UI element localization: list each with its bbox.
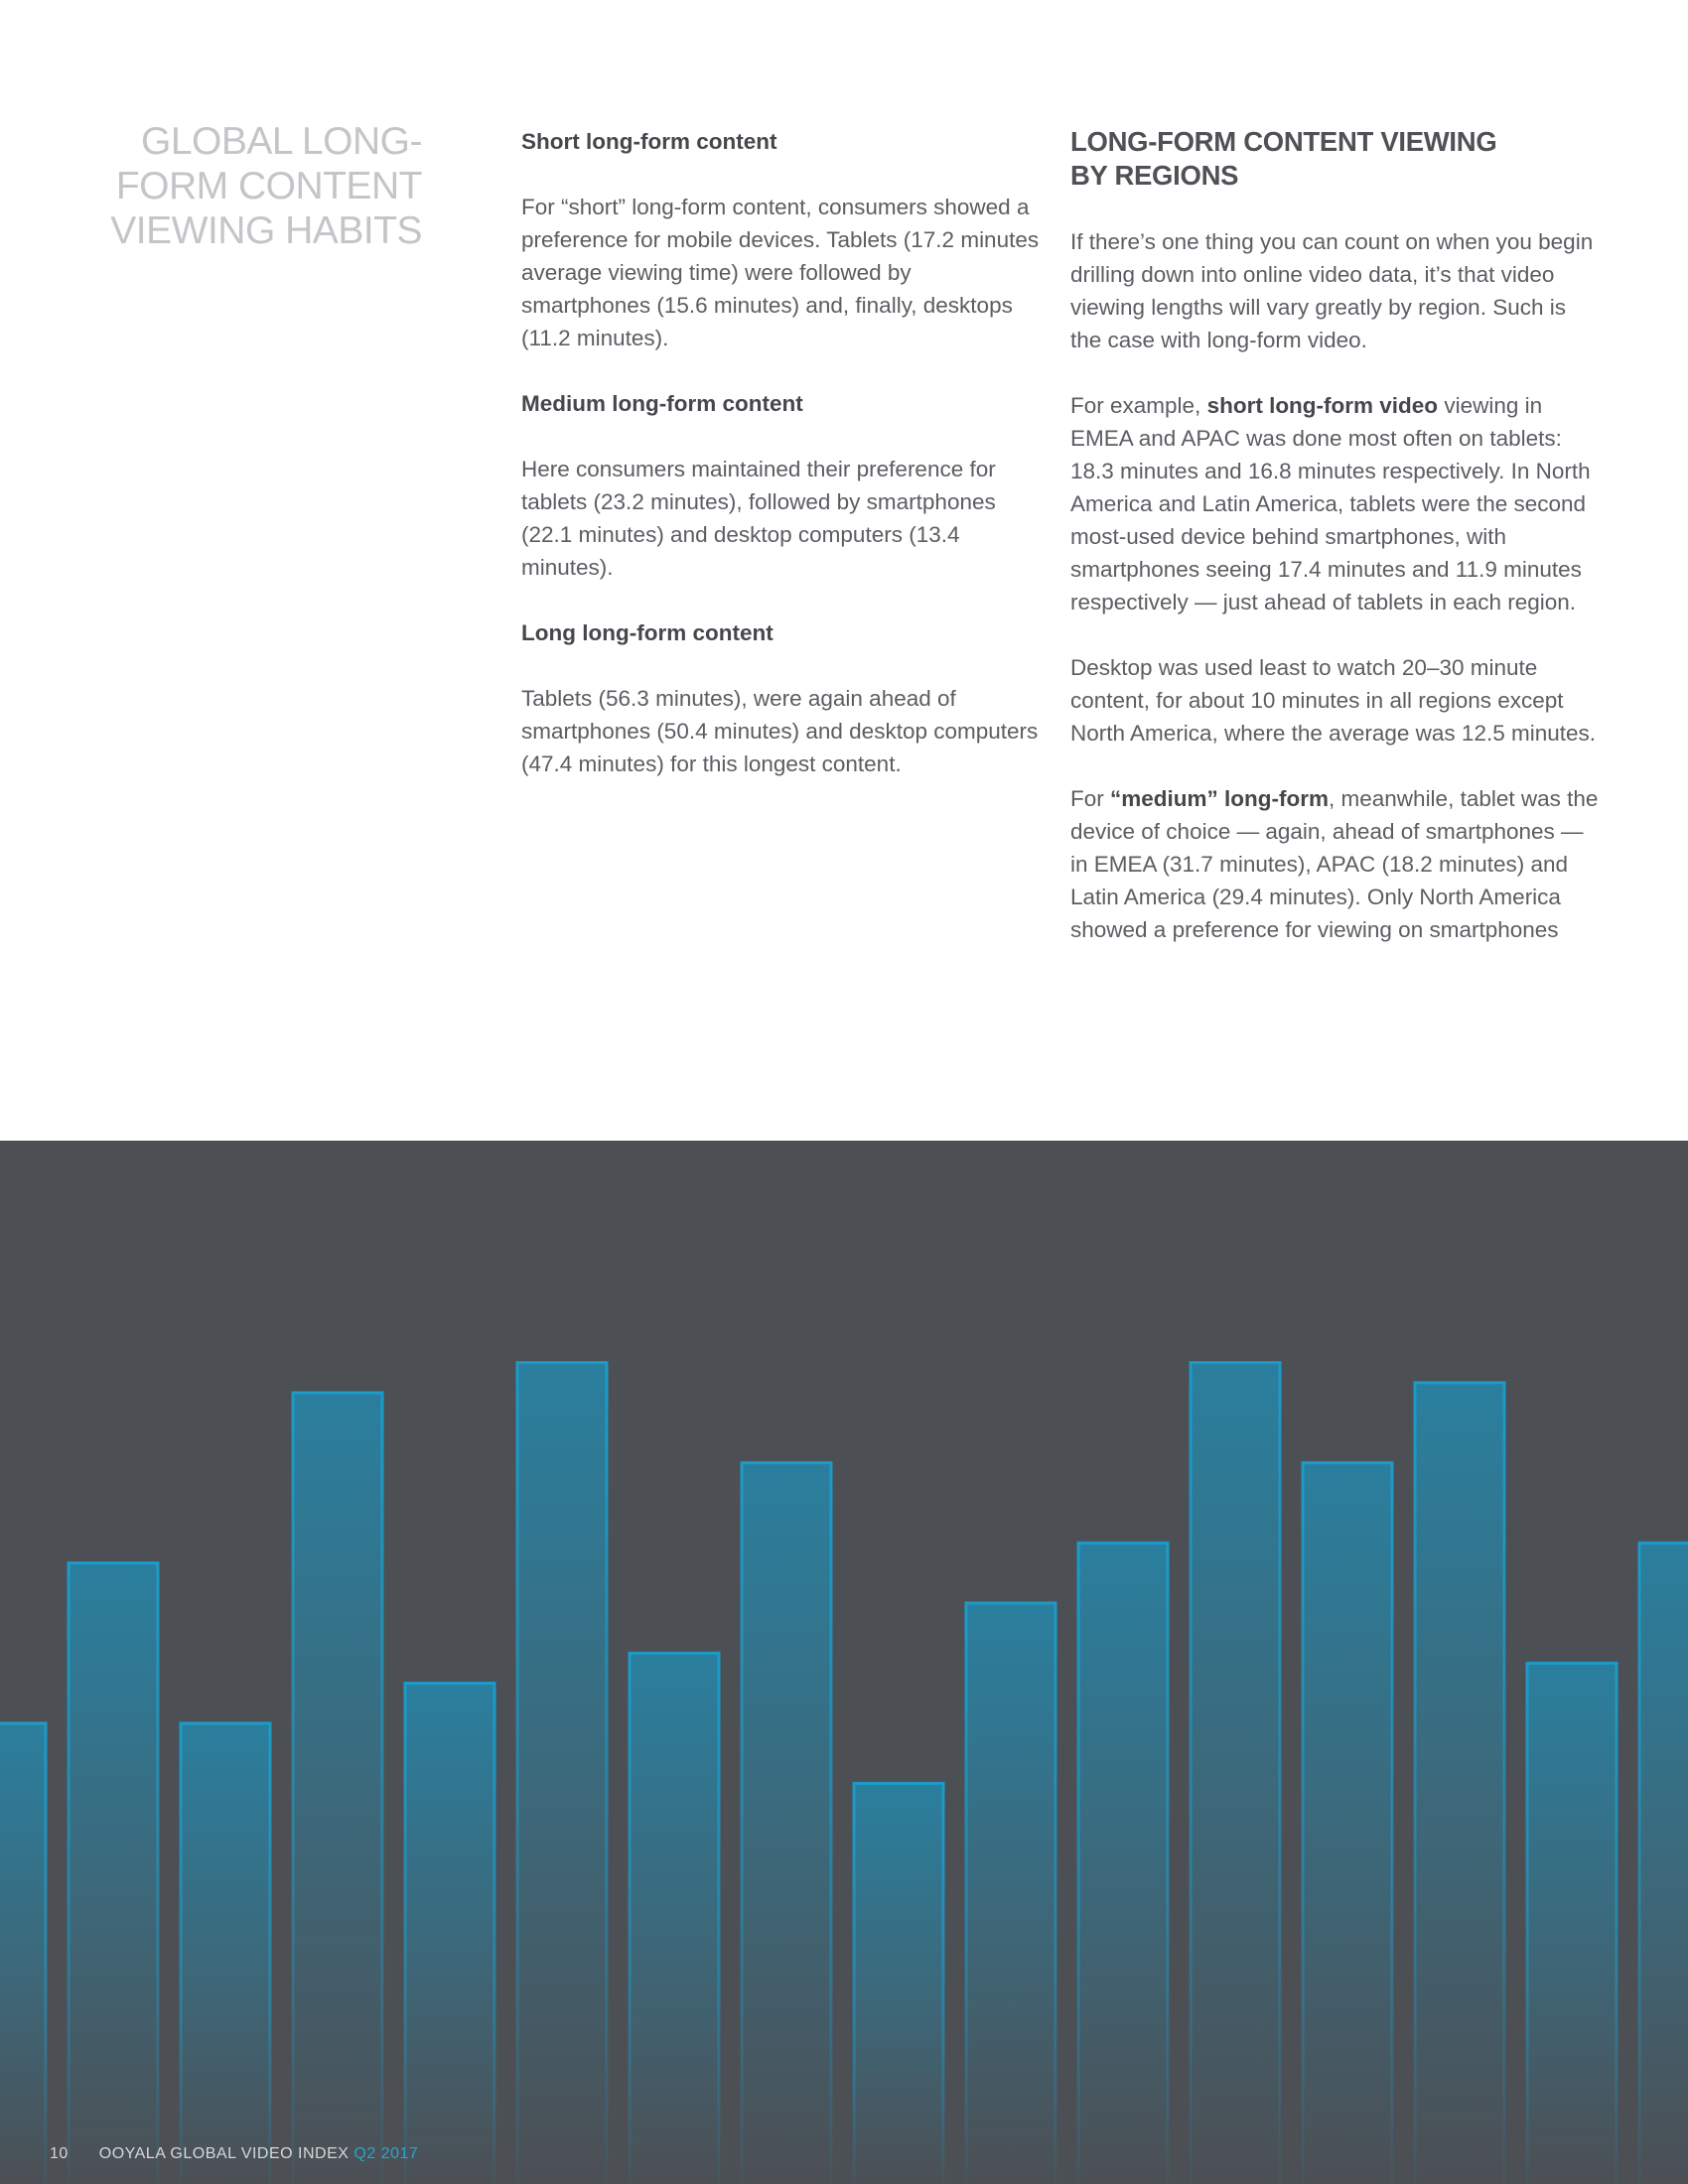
long-content-paragraph: Tablets (56.3 minutes), were again ahead of smartphones (50.4 minutes) and desktop computers (47.4 minutes) for this longest content. bbox=[521, 686, 1039, 776]
decorative-bar bbox=[854, 1783, 943, 2184]
page-number: 10 bbox=[50, 2145, 69, 2162]
decorative-bar bbox=[293, 1393, 382, 2184]
regions-intro-paragraph: If there’s one thing you can count on when you begin drilling down into online video data, it’s that video viewing lengths will vary greatly by region. Such is the case with long-form video. bbox=[1070, 229, 1594, 352]
decorative-bar bbox=[69, 1563, 158, 2184]
paragraph-rest: , meanwhile, tablet was the device of choice — again, ahead of smartphones — in EMEA (31.7 minutes), APAC (18.2 minutes) and Latin America (29.4 minutes). Only North America showed a preference for viewing on smartphones bbox=[1070, 786, 1599, 942]
medium-content-heading: Medium long-form content bbox=[521, 391, 803, 416]
decorative-bar bbox=[1639, 1543, 1688, 2184]
decorative-bar bbox=[181, 1723, 270, 2184]
emphasis-medium-long-form: “medium” long-form bbox=[1110, 786, 1330, 811]
decorative-bar bbox=[1078, 1543, 1168, 2184]
regions-heading bbox=[1070, 125, 1602, 193]
regions-short-paragraph bbox=[1070, 389, 1602, 618]
paragraph-lead: For bbox=[1070, 786, 1111, 811]
decorative-bar bbox=[405, 1684, 494, 2184]
decorative-bar bbox=[966, 1603, 1055, 2184]
short-content-heading: Short long-form content bbox=[521, 129, 777, 154]
emphasis-short-long-form: short long-form video bbox=[1206, 393, 1439, 418]
regions-heading-line: LONG-FORM CONTENT VIEWING bbox=[1070, 126, 1497, 157]
decorative-bar bbox=[1191, 1363, 1280, 2184]
section-title-line: GLOBAL LONG- bbox=[141, 120, 422, 163]
decorative-bar bbox=[0, 1723, 46, 2184]
decorative-bar bbox=[517, 1363, 607, 2184]
regions-desktop-paragraph: Desktop was used least to watch 20–30 minute content, for about 10 minutes in all regions except North America, where the average was 12.5 minutes. bbox=[1070, 655, 1597, 746]
decorative-bar bbox=[742, 1463, 831, 2184]
left-text-column bbox=[521, 125, 1043, 813]
short-content-paragraph: For “short” long-form content, consumers showed a preference for mobile devices. Tablets (17.2 minutes average viewing time) were followed by smartphones (15.6 minutes) and, finally, desktops (11.2 minutes). bbox=[521, 195, 1040, 350]
page-section-title bbox=[70, 119, 422, 253]
page-footer bbox=[50, 2144, 418, 2180]
decorative-bar-graphic bbox=[0, 1141, 1688, 2184]
decorative-bar bbox=[1527, 1663, 1617, 2184]
regions-heading-line: BY REGIONS bbox=[1070, 160, 1239, 191]
long-content-heading: Long long-form content bbox=[521, 620, 774, 645]
medium-content-paragraph: Here consumers maintained their preference for tablets (23.2 minutes), followed by smartphones (22.1 minutes) and desktop computers (13.4 minutes). bbox=[521, 457, 996, 580]
paragraph-rest: viewing in EMEA and APAC was done most often on tablets: 18.3 minutes and 16.8 minutes respectively. In North America and Latin America, tablets were the second most-used device behind smartphones, with smartphones seeing 17.4 minutes and 11.9 minutes respectively — just ahead of tablets in each region. bbox=[1070, 393, 1591, 614]
section-title-line: FORM CONTENT bbox=[115, 165, 422, 207]
decorative-bar-band bbox=[0, 1141, 1688, 2184]
publication-name: OOYALA GLOBAL VIDEO INDEX bbox=[98, 2145, 350, 2162]
decorative-bar bbox=[1303, 1463, 1392, 2184]
paragraph-lead: For example, bbox=[1070, 393, 1207, 418]
decorative-bar bbox=[630, 1653, 719, 2184]
right-text-column bbox=[1070, 125, 1602, 979]
section-title-line: VIEWING HABITS bbox=[110, 209, 422, 252]
regions-medium-paragraph bbox=[1070, 782, 1602, 946]
decorative-bar bbox=[1415, 1383, 1504, 2184]
publication-period: Q2 2017 bbox=[353, 2145, 419, 2162]
